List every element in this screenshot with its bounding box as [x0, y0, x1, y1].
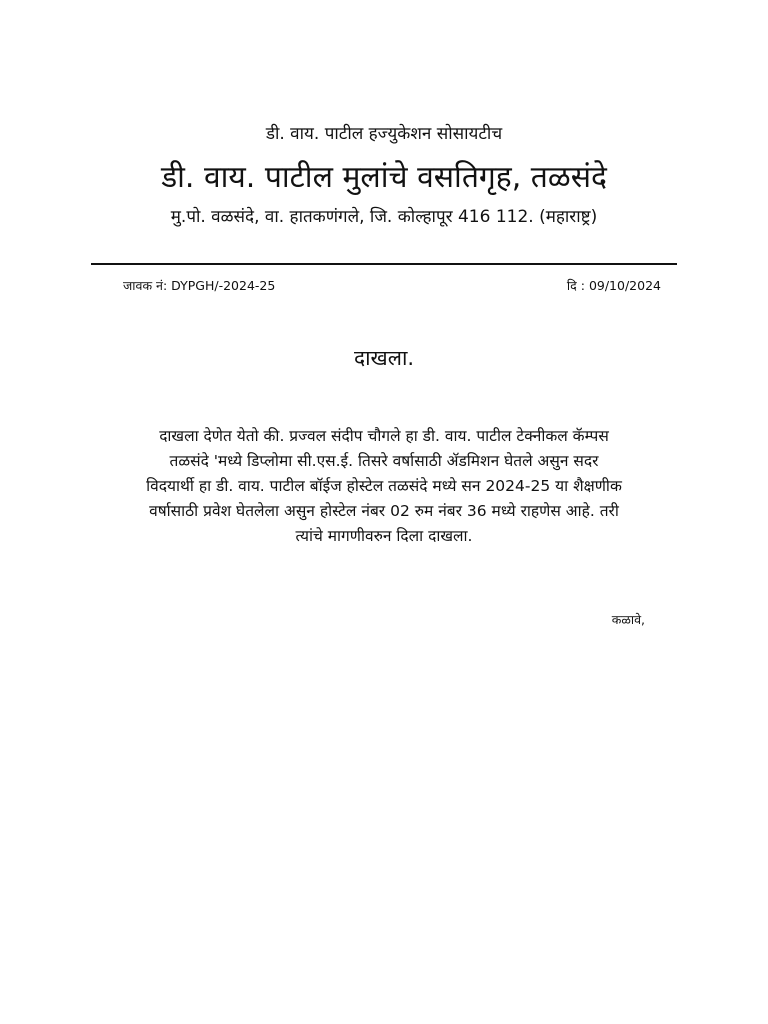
document-date: दि : 09/10/2024 [566, 278, 661, 293]
body-line: विदयार्थी हा डी. वाय. पाटील बॉईज होस्टेल तळसंदे मध्ये सन 2024-25 या शैक्षणीक [146, 477, 622, 495]
outward-reference-number: जावक नं: DYPGH/-2024-25 [123, 278, 276, 293]
body-line: वर्षासाठी प्रवेश घेतलेला असुन होस्टेल नंबर 02 रुम नंबर 36 मध्ये राहणेस आहे. तरी [149, 502, 619, 520]
body-line: दाखला देणेत येतो की. प्रज्वल संदीप चौगले हा डी. वाय. पाटील टेक्नीकल कॅम्पस [159, 427, 609, 445]
certificate-title: दाखला. [353, 346, 415, 370]
closing-salutation: कळावे, [611, 612, 645, 627]
hostel-name-heading: डी. वाय. पाटील मुलांचे वसतिगृह, तळसंदे [161, 160, 607, 195]
body-line: तळसंदे 'मध्ये डिप्लोमा सी.एस.ई. तिसरे वर्षासाठी ॲडमिशन घेतले असुन सदर [169, 452, 599, 470]
society-name: डी. वाय. पाटील हज्युकेशन सोसायटीच [265, 124, 503, 144]
body-line: त्यांचे मागणीवरुन दिला दाखला. [295, 527, 473, 545]
header-divider [91, 263, 677, 265]
hostel-address: मु.पो. वळसंदे, वा. हातकणंगले, जि. कोल्हापूर 416 112. (महाराष्ट्र) [170, 207, 598, 227]
certificate-body [109, 424, 659, 549]
